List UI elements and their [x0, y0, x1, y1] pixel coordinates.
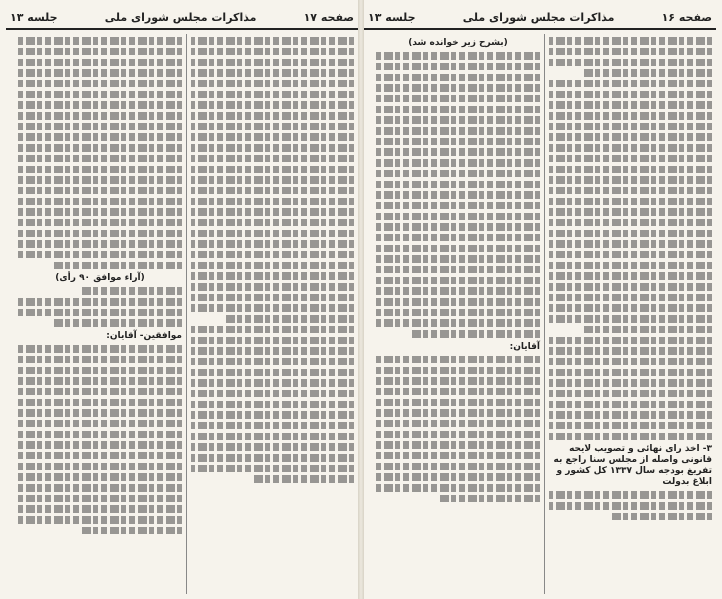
text-line: [191, 294, 354, 301]
text-line: [549, 48, 712, 55]
text-line: [549, 144, 712, 151]
text-line: [549, 315, 712, 322]
text-line: [191, 208, 354, 215]
text-line: [18, 495, 182, 502]
text-line: [191, 101, 354, 108]
text-line: [224, 315, 354, 322]
text-line: [191, 283, 354, 290]
text-line: [376, 277, 540, 284]
text-line: [376, 74, 540, 81]
text-line: [80, 287, 182, 294]
text-line: [376, 63, 540, 70]
text-line: [376, 202, 540, 209]
page-header: [364, 6, 716, 30]
text-line: [376, 399, 540, 406]
text-line: [18, 377, 182, 384]
text-line: [549, 390, 712, 397]
text-line: [376, 473, 540, 480]
text-line: [191, 240, 354, 247]
text-line: [191, 454, 354, 461]
text-line: [376, 116, 540, 123]
text-line: [549, 198, 712, 205]
text-line: [253, 475, 354, 482]
text-line: [549, 502, 712, 509]
text-line: [191, 443, 354, 450]
text-line: [18, 37, 182, 44]
final-vote-heading: ۳- اخذ رای نهائی و تصویب لایحه قانونی واصله از مجلس سنا راجع به تفریغ بودجه سال ۱۳۳۷ کل کشور و ابلاغ بدولت: [553, 444, 712, 488]
text-line: [18, 309, 182, 316]
text-line: [376, 388, 540, 395]
text-line: [376, 223, 540, 230]
text-line: [376, 367, 540, 374]
text-line: [582, 69, 712, 76]
text-column: [544, 34, 716, 594]
text-line: [191, 433, 354, 440]
text-line: [18, 59, 182, 66]
text-line: [549, 80, 712, 87]
text-line: [376, 356, 540, 363]
text-line: [191, 411, 354, 418]
text-line: [376, 245, 540, 252]
text-column: [372, 34, 544, 594]
text-line: [582, 326, 712, 333]
text-line: [18, 484, 182, 491]
text-line: [549, 59, 712, 66]
agree-names-heading: موافقین- آقایان:: [106, 330, 182, 341]
text-line: [549, 379, 712, 386]
text-line: [191, 80, 354, 87]
text-line: [191, 465, 354, 472]
text-line: [549, 337, 712, 344]
text-line: [191, 112, 354, 119]
text-line: [549, 101, 712, 108]
text-line: [549, 155, 712, 162]
text-line: [191, 337, 354, 344]
text-line: [438, 495, 540, 502]
text-line: [51, 262, 182, 269]
text-line: [191, 272, 354, 279]
text-line: [376, 84, 540, 91]
text-columns: [364, 34, 716, 594]
text-line: [549, 219, 712, 226]
text-line: [376, 170, 540, 177]
read-heading: (بشرح زیر خوانده شد): [408, 38, 508, 48]
text-line: [18, 298, 182, 305]
text-line: [409, 330, 540, 337]
page-header: [6, 6, 358, 30]
text-line: [18, 345, 182, 352]
text-line: [191, 304, 354, 311]
page-title: مذاکرات مجلس شورای ملی: [104, 10, 257, 24]
text-line: [376, 95, 540, 102]
text-line: [549, 251, 712, 258]
text-line: [549, 369, 712, 376]
text-line: [18, 219, 182, 226]
text-line: [18, 473, 182, 480]
text-line: [376, 106, 540, 113]
text-column: [186, 34, 358, 594]
text-line: [376, 181, 540, 188]
text-line: [376, 319, 540, 326]
page-16: [364, 6, 716, 594]
text-line: [191, 230, 354, 237]
text-line: [18, 80, 182, 87]
text-line: [376, 127, 540, 134]
text-line: [376, 266, 540, 273]
text-line: [549, 491, 712, 498]
text-line: [611, 513, 712, 520]
text-line: [549, 272, 712, 279]
text-line: [376, 463, 540, 470]
text-line: [18, 409, 182, 416]
text-line: [18, 240, 182, 247]
page-number: صفحه ۱۶: [661, 10, 712, 24]
text-line: [18, 251, 182, 258]
text-line: [18, 356, 182, 363]
text-line: [18, 399, 182, 406]
text-line: [549, 91, 712, 98]
text-line: [376, 255, 540, 262]
text-line: [191, 48, 354, 55]
text-line: [191, 422, 354, 429]
text-line: [191, 326, 354, 333]
text-line: [18, 367, 182, 374]
text-line: [376, 431, 540, 438]
session-label: جلسه ۱۳: [368, 10, 416, 24]
votes-heading: (آراء موافق ۹۰ رأی): [55, 273, 145, 284]
text-line: [18, 91, 182, 98]
text-line: [18, 69, 182, 76]
text-line: [376, 420, 540, 427]
text-line: [549, 262, 712, 269]
text-line: [549, 187, 712, 194]
text-line: [376, 159, 540, 166]
text-line: [549, 294, 712, 301]
text-line: [18, 230, 182, 237]
text-line: [549, 401, 712, 408]
text-line: [549, 358, 712, 365]
text-line: [191, 91, 354, 98]
text-line: [191, 166, 354, 173]
text-line: [549, 37, 712, 44]
text-line: [191, 37, 354, 44]
text-line: [549, 112, 712, 119]
text-line: [376, 213, 540, 220]
text-line: [549, 123, 712, 130]
text-line: [191, 219, 354, 226]
text-line: [376, 287, 540, 294]
text-line: [51, 319, 182, 326]
text-line: [191, 187, 354, 194]
text-line: [191, 358, 354, 365]
text-line: [191, 401, 354, 408]
text-line: [18, 463, 182, 470]
text-line: [376, 52, 540, 59]
text-line: [191, 69, 354, 76]
text-line: [549, 283, 712, 290]
text-line: [18, 144, 182, 151]
text-line: [18, 208, 182, 215]
text-line: [191, 59, 354, 66]
text-line: [549, 347, 712, 354]
text-line: [376, 452, 540, 459]
text-line: [549, 133, 712, 140]
text-line: [18, 166, 182, 173]
page-title: مذاکرات مجلس شورای ملی: [462, 10, 615, 24]
text-line: [191, 390, 354, 397]
text-line: [191, 155, 354, 162]
text-line: [18, 112, 182, 119]
text-line: [191, 379, 354, 386]
text-line: [376, 191, 540, 198]
text-line: [18, 388, 182, 395]
text-line: [18, 452, 182, 459]
text-line: [191, 251, 354, 258]
text-line: [376, 377, 540, 384]
text-line: [191, 123, 354, 130]
text-line: [18, 101, 182, 108]
text-line: [18, 198, 182, 205]
page-number: صفحه ۱۷: [303, 10, 354, 24]
text-line: [549, 240, 712, 247]
text-line: [18, 155, 182, 162]
text-line: [18, 176, 182, 183]
text-line: [18, 431, 182, 438]
text-line: [376, 409, 540, 416]
page-17: [6, 6, 358, 594]
text-line: [80, 527, 182, 534]
text-line: [18, 187, 182, 194]
agree-names-heading: آقایان:: [509, 341, 540, 352]
text-column: [14, 34, 186, 594]
text-line: [549, 304, 712, 311]
text-line: [549, 166, 712, 173]
text-line: [191, 198, 354, 205]
text-line: [549, 176, 712, 183]
text-line: [376, 138, 540, 145]
text-line: [549, 208, 712, 215]
text-line: [376, 484, 540, 491]
text-line: [18, 516, 182, 523]
session-label: جلسه ۱۳: [10, 10, 58, 24]
text-line: [549, 230, 712, 237]
text-columns: [6, 34, 358, 594]
text-line: [191, 369, 354, 376]
text-line: [191, 176, 354, 183]
text-line: [191, 347, 354, 354]
text-line: [18, 505, 182, 512]
text-line: [376, 298, 540, 305]
text-line: [18, 123, 182, 130]
text-line: [376, 441, 540, 448]
text-line: [376, 309, 540, 316]
text-line: [549, 422, 712, 429]
text-line: [18, 48, 182, 55]
text-line: [191, 144, 354, 151]
text-line: [549, 411, 712, 418]
text-line: [376, 148, 540, 155]
text-line: [549, 433, 712, 440]
text-line: [191, 133, 354, 140]
text-line: [18, 133, 182, 140]
text-line: [376, 234, 540, 241]
text-line: [18, 420, 182, 427]
text-line: [191, 262, 354, 269]
text-line: [18, 441, 182, 448]
